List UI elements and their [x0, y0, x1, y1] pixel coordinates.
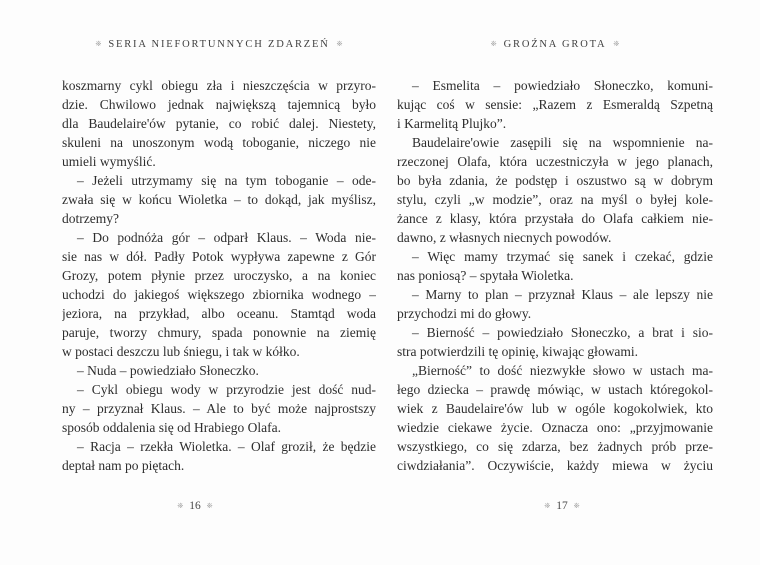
text-line: bo była zdania, że podstęp i oszustwo są w dobrym — [397, 173, 713, 188]
ornament-asterisk-icon: ❊ — [573, 502, 580, 510]
text-line: koszmarny cykl obiegu zła i nieszczęścia w przyro- — [62, 78, 376, 93]
page-text-right — [397, 76, 713, 475]
text-line: skuleni na unoszonym wodą toboganie, niczego nie — [62, 135, 376, 150]
text-line: łego dziecka – prawdę mówiąc, w ustach któregokol- — [397, 382, 713, 397]
folio-number: 16 — [189, 500, 201, 512]
page-number-left — [38, 500, 352, 516]
text-line: „Bierność” to dość niezwykłe słowo w ustach ma- — [412, 363, 713, 378]
text-line: nas poniosą? – spytała Wioletka. — [397, 268, 574, 283]
text-line: uchodzi do jakiegoś większego zbiornika wodnego – — [62, 287, 376, 302]
text-line: jeziora, na przykład, albo oceanu. Stamtąd woda — [62, 306, 376, 321]
text-line: – Cykl obiegu wody w przyrodzie jest dość nud- — [77, 382, 376, 397]
text-line: ciwdziałania”. Oczywiście, każdy miewa w życiu — [397, 458, 713, 473]
text-line: stylu, czyli „w modzie”, oraz na myśl o byłej kole- — [397, 192, 713, 207]
text-line: – Jeżeli utrzymamy się na tym toboganie – ode- — [77, 173, 376, 188]
text-line: przychodzi mi do głowy. — [397, 306, 532, 321]
text-line: żance z klasy, która przystała do Olafa całkiem nie- — [397, 211, 713, 226]
ornament-asterisk-icon: ❊ — [95, 40, 102, 48]
ornament-asterisk-icon: ❊ — [613, 40, 620, 48]
text-line: rzeczonej Olafa, która uczestniczyła w jego planach, — [397, 154, 713, 169]
text-line: dawno, z własnych niecnych powodów. — [397, 230, 612, 245]
text-line: sposób oddalenia się od Hrabiego Olafa. — [62, 420, 281, 435]
ornament-asterisk-icon: ❊ — [336, 40, 343, 48]
text-line: zwała się w końcu Wioletka – to dokąd, jak myślisz, — [62, 192, 376, 207]
folio-number: 17 — [556, 500, 568, 512]
book-title: GROŹNA GROTA — [503, 39, 607, 50]
text-line: – Esmelita – powiedziało Słoneczko, komuni- — [412, 78, 713, 93]
text-line: paruje, tworzy chmury, spada ponownie na ziemię — [62, 325, 376, 340]
text-line: sie nas w dół. Padły Potok wypływa zapewne z Gór — [62, 249, 376, 264]
text-line: – Marny to plan – przyznał Klaus – ale lepszy nie — [412, 287, 713, 302]
text-line: Baudelaire'owie zasępili się na wspomnienie na- — [412, 135, 713, 150]
ornament-asterisk-icon: ❊ — [544, 502, 551, 510]
page-number-right — [404, 500, 720, 516]
ornament-asterisk-icon: ❊ — [206, 502, 213, 510]
text-line: dla Baudelaire'ów pytanie, co robić dalej. Niestety, — [62, 116, 376, 131]
text-line: w postaci deszczu lub śniegu, i tak w kółko. — [62, 344, 300, 359]
text-line: wszystkiego, co się zdarza, bez żadnych prób prze- — [397, 439, 713, 454]
text-line: – Do podnóża gór – odparł Klaus. – Woda nie- — [77, 230, 376, 245]
text-line: umieli wymyślić. — [62, 154, 156, 169]
running-head-series — [62, 39, 376, 53]
text-line: wiek z Baudelaire'ów lub w ogóle kogokolwiek, kto — [397, 401, 713, 416]
text-line: stra potwierdzili tę opinię, kiwając głowami. — [397, 344, 639, 359]
text-line: – Racja – rzekła Wioletka. – Olaf groził, że będzie — [77, 439, 376, 454]
text-line: kując coś w sensie: „Razem z Esmeraldą Szpetną — [397, 97, 713, 112]
page-text-left — [62, 76, 376, 475]
text-line: dzie. Chwilowo jednak największą tajemnicą było — [62, 97, 376, 112]
text-line: – Nuda – powiedziało Słoneczko. — [77, 363, 259, 378]
text-line: – Bierność – powiedziało Słoneczko, a brat i sio- — [412, 325, 713, 340]
series-title: SERIA NIEFORTUNNYCH ZDARZEŃ — [108, 39, 330, 50]
text-line: ny – przyznał Klaus. – Ale to być może najprostszy — [62, 401, 376, 416]
ornament-asterisk-icon: ❊ — [177, 502, 184, 510]
text-line: – Więc mamy trzymać się sanek i czekać, gdzie — [412, 249, 713, 264]
text-line: dotrzemy? — [62, 211, 119, 226]
running-head-chapter — [397, 39, 713, 53]
text-line: i Karmelitą Plujko”. — [397, 116, 507, 131]
text-line: wiedzie ciekawe życie. Oznacza ono: „przyjmowanie — [397, 420, 713, 435]
text-line: Grozy, potem płynie przez uroczysko, a na koniec — [62, 268, 376, 283]
text-line: deptał nam po piętach. — [62, 458, 185, 473]
ornament-asterisk-icon: ❊ — [490, 40, 497, 48]
